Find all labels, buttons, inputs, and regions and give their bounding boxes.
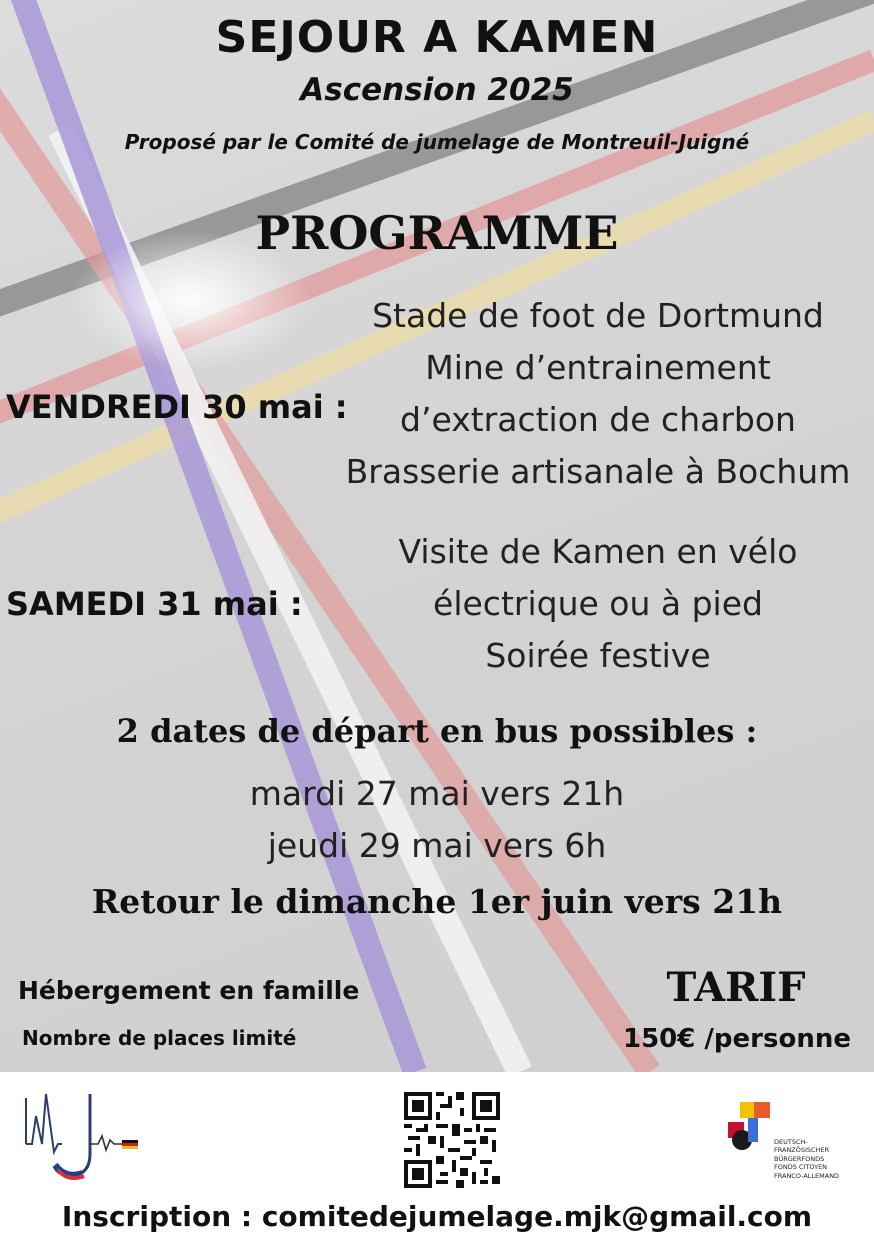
departure-date: mardi 27 mai vers 21h [249, 774, 625, 813]
partner-text-line: DEUTSCH- [774, 1138, 808, 1146]
dfbf-logo-icon [726, 1100, 774, 1152]
activity-item: électrique ou à pied [433, 584, 763, 623]
activity-item: Soirée festive [485, 636, 711, 675]
places-limited-line: Nombre de places limité [22, 1026, 297, 1050]
partner-text-line: FRANZÖSISCHER [774, 1146, 830, 1155]
departure-date: jeudi 29 mai vers 6h [267, 826, 607, 865]
partner-text-line: FONDS CITOYEN [774, 1163, 828, 1172]
poster-subtitle: Ascension 2025 [300, 72, 574, 108]
return-line: Retour le dimanche 1er juin vers 21h [91, 882, 783, 921]
inscription-email: Inscription : comitedejumelage.mjk@gmail.com [61, 1200, 813, 1233]
footer [0, 1072, 874, 1237]
activity-item: Brasserie artisanale à Bochum [345, 452, 851, 491]
partner-text [774, 1138, 839, 1180]
day-label-friday: VENDREDI 30 mai : [6, 388, 348, 426]
activity-item: d’extraction de charbon [400, 400, 796, 439]
accommodation-line: Hébergement en famille [18, 976, 360, 1005]
day-label-saturday: SAMEDI 31 mai : [6, 585, 303, 623]
qr-code-icon [404, 1092, 500, 1188]
mj-logo-icon [22, 1092, 144, 1184]
organizer-line: Proposé par le Comité de jumelage de Montreuil-Juigné [124, 130, 750, 154]
departures-heading: 2 dates de départ en bus possibles : [116, 712, 758, 750]
activity-item: Visite de Kamen en vélo [398, 532, 798, 571]
poster-title: SEJOUR A KAMEN [215, 12, 659, 63]
programme-heading: PROGRAMME [255, 206, 619, 260]
tarif-price: 150€ /personne [623, 1024, 851, 1054]
activity-item: Mine d’entrainement [425, 348, 771, 387]
tarif-label: TARIF [666, 964, 806, 1011]
partner-text-line: BÜRGERFONDS [774, 1154, 825, 1163]
activity-item: Stade de foot de Dortmund [372, 296, 824, 335]
partner-text-line: FRANCO-ALLEMAND [774, 1171, 840, 1180]
